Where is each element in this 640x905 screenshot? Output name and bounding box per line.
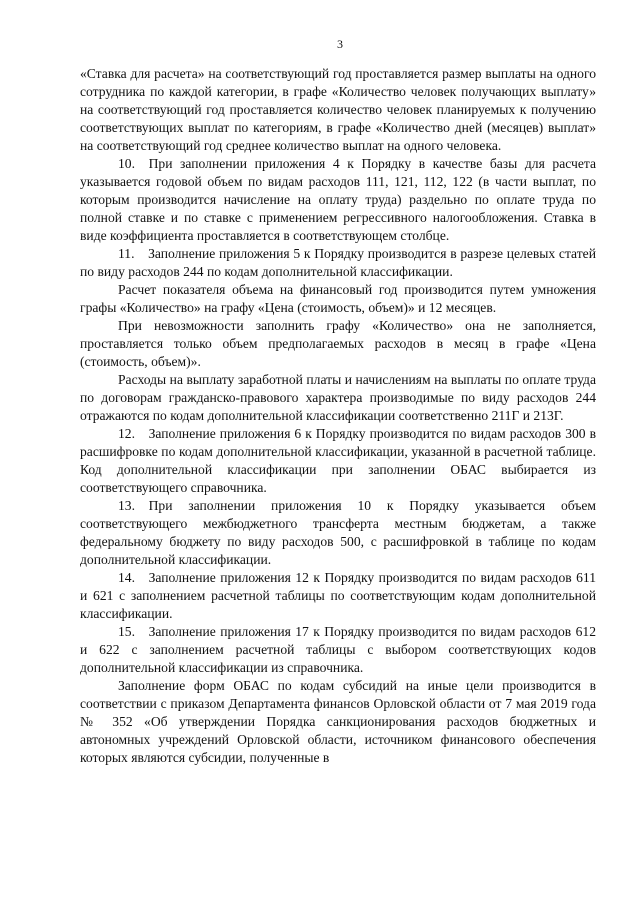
paragraph-item-15: 15. Заполнение приложения 17 к Порядку производится по видам расходов 612 и 622 с заполнением расчетной таблицы с выбором соответствующих кодов дополнительной классификации из справочника. [80, 624, 596, 675]
paragraph-item-14: 14. Заполнение приложения 12 к Порядку производится по видам расходов 611 и 621 с заполнением расчетной таблицы по соответствующим кодам дополнительной классификации. [80, 570, 596, 621]
paragraph-rate-description: «Ставка для расчета» на соответствующий год проставляется размер выплаты на одного сотрудника по каждой категории, в графе «Количество человек получающих выплату» на соответствующий год проставляется количество человек планируемых к получению соответствующих выплат по категориям, в графе «Количество дней (месяцев) выплат» на соответствующий год среднее количество выплат на одного человека. [80, 66, 596, 153]
paragraph-volume-calculation: Расчет показателя объема на финансовый год производится путем умножения графы «Количество» на графу «Цена (стоимость, объем)» и 12 месяцев. [80, 282, 596, 315]
document-body [80, 65, 596, 767]
paragraph-item-13: 13. При заполнении приложения 10 к Порядку указывается объем соответствующего межбюджетного трансферта местным бюджетам, а также федеральному бюджету по виду расходов 500, с расшифровкой в таблице по кодам дополнительной классификации. [80, 498, 596, 567]
paragraph-salary-expenses: Расходы на выплату заработной платы и начислениям на выплаты по оплате труда по договорам гражданско-правового характера производимые по виду расходов 244 отражаются по кодам дополнительной классификации соответственно 211Г и 213Г. [80, 372, 596, 423]
paragraph-item-11: 11. Заполнение приложения 5 к Порядку производится в разрезе целевых статей по виду расходов 244 по кодам дополнительной классификации. [80, 246, 596, 279]
paragraph-quantity-not-filled: При невозможности заполнить графу «Количество» она не заполняется, проставляется только объем предполагаемых расходов в месяц в графе «Цена (стоимость, объем)». [80, 318, 596, 369]
page-number: 3 [337, 37, 343, 51]
paragraph-subsidy-forms: Заполнение форм ОБАС по кодам субсидий на иные цели производится в соответствии с приказом Департамента финансов Орловской области от 7 мая 2019 года № 352 «Об утверждении Порядка санкционирования расходов бюджетных и автономных учреждений Орловской области, источником финансового обеспечения которых являются субсидии, полученные в [80, 678, 596, 765]
paragraph-item-12: 12. Заполнение приложения 6 к Порядку производится по видам расходов 300 в расшифровке по кодам дополнительной классификации, указанной в расчетной таблице. Код дополнительной классификации при заполнении ОБАС выбирается из соответствующего справочника. [80, 426, 596, 495]
paragraph-item-10: 10. При заполнении приложения 4 к Порядку в качестве базы для расчета указывается годовой объем по видам расходов 111, 121, 112, 122 (в части выплат, по которым производится начисление на оплату труда) раздельно по оплате труда по полной ставке и по ставке с применением регрессивного налогообложения. Ставка в виде коэффициента проставляется в соответствующем столбце. [80, 156, 596, 243]
